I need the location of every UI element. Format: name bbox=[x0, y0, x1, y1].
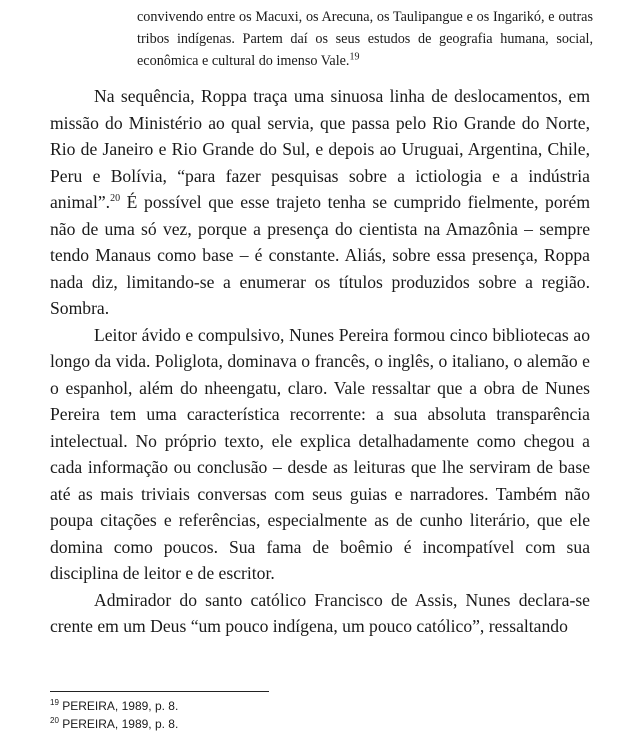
paragraph-1 bbox=[50, 83, 590, 322]
block-quote-text: convivendo entre os Macuxi, os Arecuna, os Taulipangue e os Ingarikó, e outras tribos indígenas. Partem daí os seus estudos de geografia humana, social, econômica e cultural do imenso Vale. bbox=[137, 9, 593, 69]
paragraph-3: Admirador do santo católico Francisco de Assis, Nunes declara-se crente em um Deus “um pouco indígena, um pouco católico”, ressaltando bbox=[50, 589, 590, 636]
paragraph-1-text-b: É possível que esse trajeto tenha se cumprido fielmente, porém não de uma só vez, porque a presença do cientista na Amazônia – sempre tendo Manaus como base – é constante. Aliás, sobre essa presença, Roppa nada diz, limitando-se a enumerar os títulos produzidos sobre a região. Sombra. bbox=[50, 192, 590, 318]
footnote-text: PEREIRA, 1989, p. 8. bbox=[62, 699, 179, 713]
footnote-item bbox=[50, 716, 590, 734]
paragraph-2: Leitor ávido e compulsivo, Nunes Pereira formou cinco bibliotecas ao longo da vida. Poliglota, dominava o francês, o inglês, o italiano, o alemão e o espanhol, além do nheengatu, claro. Vale ressaltar que a obra de Nunes Pereira tem uma característica recorrente: a sua absoluta transparência intelectual. No próprio texto, ele explica detalhadamente como chegou a cada informação ou conclusão – desde as leituras que lhe serviram de base até as mais triviais conversas com seus guias e narradores. Também não poupa citações e referências, especialmente as de cunho literário, que ele domina como poucos. Sua fama de boêmio é incompatível com sua disciplina de leitor e de escritor. bbox=[50, 324, 590, 583]
footnote-item bbox=[50, 698, 590, 716]
block-quote-paragraph bbox=[137, 6, 593, 72]
paragraph-1-text-a: Na sequência, Roppa traça uma sinuosa linha de deslocamentos, em missão do Ministério ao qual servia, que passa pelo Rio Grande do Norte, Rio de Janeiro e Rio Grande do Sul, e depois ao Uruguai, Argentina, Chile, Peru e Bolívia, “para fazer pesquisas sobre a ictiologia e a indústria animal”. bbox=[50, 86, 590, 212]
footnotes bbox=[50, 698, 590, 733]
footnote-text: PEREIRA, 1989, p. 8. bbox=[62, 716, 179, 731]
footnote-reference[interactable]: 20 bbox=[110, 193, 121, 205]
body-text bbox=[50, 83, 590, 640]
footnote-reference[interactable]: 19 bbox=[349, 51, 360, 63]
footnote-number: 19 bbox=[50, 698, 59, 707]
footnote-number: 20 bbox=[50, 715, 59, 725]
footnote-divider bbox=[50, 691, 269, 692]
block-quote bbox=[137, 6, 593, 72]
